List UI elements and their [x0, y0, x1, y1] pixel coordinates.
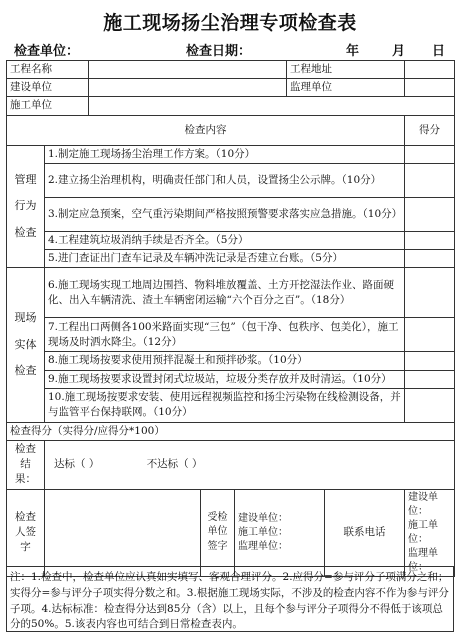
page-title: 施工现场扬尘治理专项检查表	[103, 12, 357, 34]
fail-option[interactable]: 不达标（ ）	[146, 458, 203, 471]
phone-label: 联系电话	[325, 489, 405, 576]
table-row	[7, 388, 455, 422]
inspection-date-label: 检查日期：	[186, 44, 252, 59]
check-item: 2.建立扬尘治理机构，明确责任部门和人员，设置扬尘公示牌。（10分）	[45, 163, 405, 197]
supervisor-label: 监理单位	[287, 79, 405, 97]
sign-builder-label: 建设单位：	[238, 512, 288, 524]
table-row	[7, 250, 455, 268]
project-address-value[interactable]	[405, 61, 455, 79]
inspection-unit-label: 检查单位：	[14, 44, 80, 59]
section-label-line: 检查	[14, 364, 37, 378]
score-cell[interactable]	[405, 250, 455, 268]
section-label-onsite	[7, 268, 45, 422]
score-cell[interactable]	[405, 318, 455, 352]
check-item: 4.工程建筑垃圾消纳手续是否齐全。（5分）	[45, 231, 405, 249]
day-label: 日	[432, 44, 446, 59]
footnote: 注：1.检查中，检查单位应认真如实填写、客观合理评分。2.应得分=参与评分子项满分之和；实得分=参与评分子项实得分数之和。3.根据施工现场实际，不涉及的检查内容不作为参与评分子项。4.达标标准：检查得分达到85分（含）以上，且每个参与评分子项得分不得低于该项总分的50%。5.该表内容也可结合到日常检查表内。	[10, 571, 449, 631]
total-score-row	[7, 422, 455, 440]
result-options	[45, 440, 455, 489]
score-cell[interactable]	[405, 352, 455, 370]
phone-supervisor-label: 监理单位：	[408, 547, 439, 573]
content-header: 检查内容	[7, 115, 405, 145]
sign-contractor-label: 施工单位：	[238, 526, 288, 538]
table-row	[7, 268, 455, 318]
builder-label: 建设单位	[7, 79, 89, 97]
contractor-label: 施工单位	[7, 97, 89, 115]
table-row	[7, 231, 455, 249]
score-cell[interactable]	[405, 268, 455, 318]
year-label: 年	[346, 44, 360, 59]
project-name-label: 工程名称	[7, 61, 89, 79]
check-item: 5.进门查证出门查车记录及车辆冲洗记录是否建立台账。（5分）	[45, 250, 405, 268]
pass-option[interactable]: 达标（ ）	[54, 458, 100, 471]
score-cell[interactable]	[405, 388, 455, 422]
check-item: 10.施工现场按要求安装、使用远程视频监控和扬尘污染物在线检测设备，并与监管平台保持联网。（10分）	[45, 388, 405, 422]
table-row	[7, 318, 455, 352]
section-label-line: 检查	[14, 225, 37, 239]
check-item: 7.工程出口两侧各100米路面实现“三包”（包干净、包秩序、包美化），施工现场及时洒水降尘。（12分）	[45, 318, 405, 352]
total-score-label: 检查得分（实得分/应得分*100）	[7, 422, 455, 440]
check-item: 3.制定应急预案，空气重污染期间严格按照预警要求落实应急措施。（10分）	[45, 197, 405, 231]
supervisor-value[interactable]	[405, 79, 455, 97]
project-name-value[interactable]	[89, 61, 287, 79]
contractor-value[interactable]	[89, 97, 455, 115]
check-item: 1.制定施工现场扬尘治理工作方案。（10分）	[45, 145, 405, 163]
info-row-contractor	[7, 97, 455, 115]
project-address-label: 工程地址	[287, 61, 405, 79]
phone-contractor-label: 施工单位：	[408, 519, 439, 545]
meta-row	[0, 40, 460, 60]
info-row-project	[7, 61, 455, 79]
score-cell[interactable]	[405, 163, 455, 197]
score-header: 得分	[405, 115, 455, 145]
table-row	[7, 197, 455, 231]
section-label-line: 行为	[14, 199, 37, 213]
section-label-line: 现场	[14, 311, 37, 325]
info-row-builder	[7, 79, 455, 97]
score-cell[interactable]	[405, 231, 455, 249]
score-cell[interactable]	[405, 197, 455, 231]
table-row	[7, 352, 455, 370]
table-row	[7, 145, 455, 163]
section-label-management	[7, 145, 45, 268]
check-item: 9.施工现场按要求设置封闭式垃圾站，垃圾分类存放并及时清运。（10分）	[45, 370, 405, 388]
phone-units[interactable]	[405, 489, 455, 576]
inspection-table	[6, 60, 455, 577]
score-cell[interactable]	[405, 145, 455, 163]
score-cell[interactable]	[405, 370, 455, 388]
inspected-signature-label: 受检单位签字	[201, 489, 235, 576]
result-label: 检查结果：	[7, 440, 45, 489]
section-label-line: 管理	[14, 172, 37, 186]
month-label: 月	[392, 44, 406, 59]
inspector-signature-field[interactable]	[45, 489, 201, 576]
check-item: 8.施工现场按要求使用预拌混凝土和预拌砂浆。（10分）	[45, 352, 405, 370]
inspected-signature-units[interactable]	[235, 489, 325, 576]
check-item: 6.施工现场实现工地周边围挡、物料堆放覆盖、土方开挖湿法作业、路面硬化、出入车辆清洗、渣土车辆密闭运输“六个百分之百”。（18分）	[45, 268, 405, 318]
phone-builder-label: 建设单位：	[408, 491, 439, 517]
signature-row	[7, 489, 455, 576]
builder-value[interactable]	[89, 79, 287, 97]
inspector-signature-label: 检查人签字	[7, 489, 45, 576]
table-row	[7, 370, 455, 388]
sign-supervisor-label: 监理单位：	[238, 540, 288, 552]
result-row	[7, 440, 455, 489]
section-label-line: 实体	[14, 337, 37, 351]
header-row	[7, 115, 455, 145]
table-row	[7, 163, 455, 197]
